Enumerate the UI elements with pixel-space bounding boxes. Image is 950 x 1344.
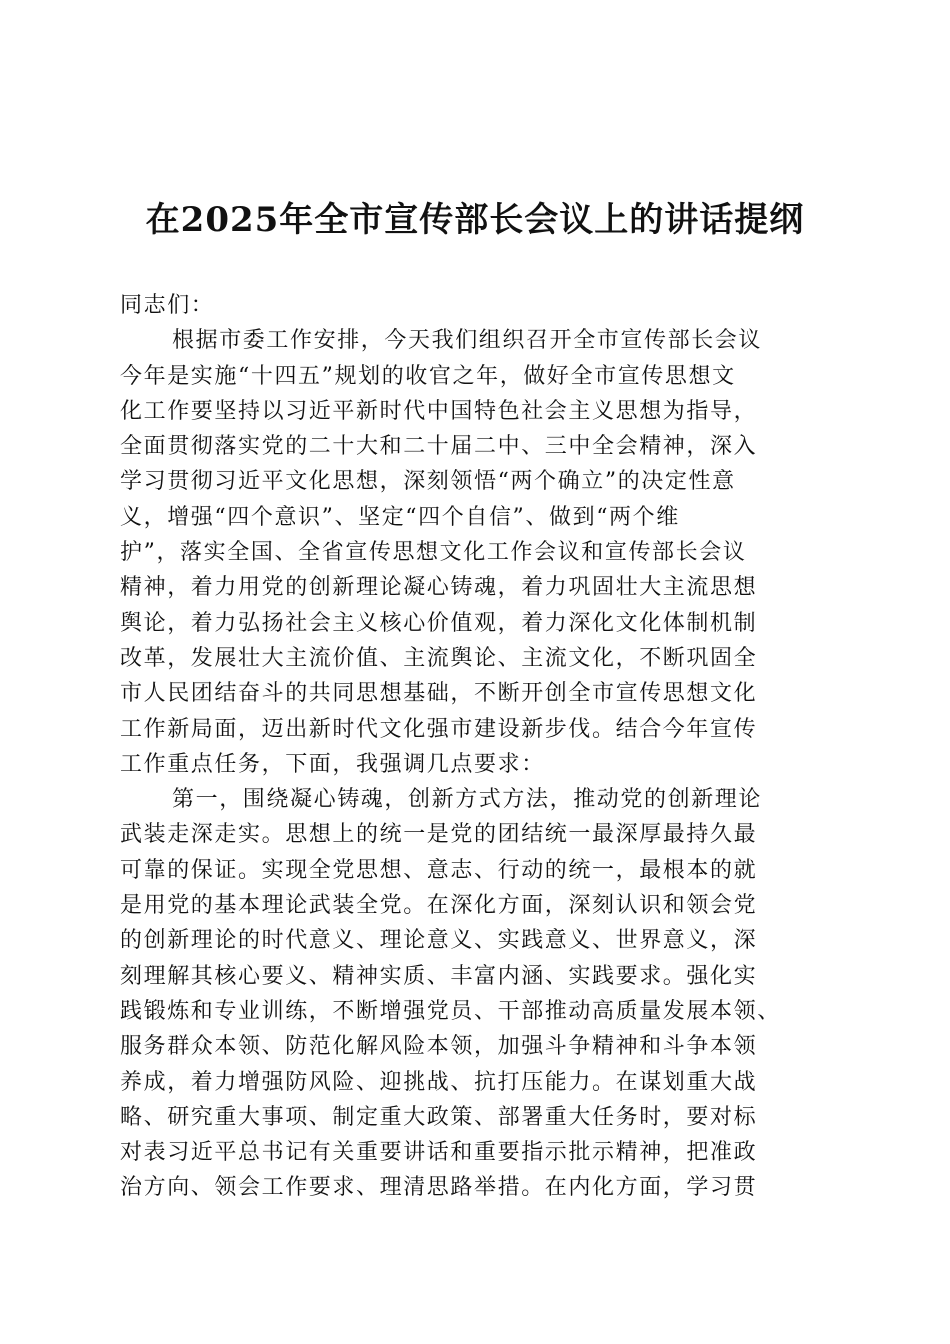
text-line: 化工作要坚持以习近平新时代中国特色社会主义思想为指导， bbox=[120, 398, 758, 424]
paragraph-first-line: 第一，围绕凝心铸魂，创新方式方法，推动党的创新理论 bbox=[172, 787, 763, 813]
text-line: 改革，发展壮大主流价值、主流舆论、主流文化，不断巩固全 bbox=[120, 645, 758, 671]
text-line: 略、研究重大事项、制定重大政策、部署重大任务时，要对标 bbox=[120, 1104, 758, 1130]
text-line: 治方向、领会工作要求、理清思路举措。在内化方面，学习贯 bbox=[120, 1175, 758, 1201]
text-line: 工作重点任务，下面，我强调几点要求： bbox=[120, 751, 545, 777]
text-line: 养成，着力增强防风险、迎挑战、抗打压能力。在谋划重大战 bbox=[120, 1069, 758, 1095]
text-line: 武装走深走实。思想上的统一是党的团结统一最深厚最持久最 bbox=[120, 822, 758, 848]
text-line: 今年是实施“十四五”规划的收官之年，做好全市宣传思想文 bbox=[120, 363, 736, 389]
text-line: 舆论，着力弘扬社会主义核心价值观，着力深化文化体制机制 bbox=[120, 610, 758, 636]
text-line: 精神，着力用党的创新理论凝心铸魂，着力巩固壮大主流思想 bbox=[120, 575, 758, 601]
text-line: 是用党的基本理论武装全党。在深化方面，深刻认识和领会党 bbox=[120, 893, 758, 919]
text-line: 护”，落实全国、全省宣传思想文化工作会议和宣传部长会议 bbox=[120, 540, 747, 566]
text-line: 学习贯彻习近平文化思想，深刻领悟“两个确立”的决定性意 bbox=[120, 469, 736, 495]
text-line: 的创新理论的时代意义、理论意义、实践意义、世界意义，深 bbox=[120, 928, 758, 954]
document-body bbox=[120, 288, 832, 1206]
salutation: 同志们： bbox=[120, 293, 215, 318]
text-line: 工作新局面，迈出新时代文化强市建设新步伐。结合今年宣传 bbox=[120, 716, 758, 742]
text-line: 刻理解其核心要义、精神实质、丰富内涵、实践要求。强化实 bbox=[120, 963, 758, 989]
paragraph-first-line: 根据市委工作安排，今天我们组织召开全市宣传部长会议 bbox=[172, 328, 763, 354]
document-title: 在2025年全市宣传部长会议上的讲话提纲 bbox=[145, 200, 805, 240]
text-line: 全面贯彻落实党的二十大和二十届二中、三中全会精神，深入 bbox=[120, 434, 758, 460]
text-line: 可靠的保证。实现全党思想、意志、行动的统一，最根本的就 bbox=[120, 857, 758, 883]
text-line: 践锻炼和专业训练，不断增强党员、干部推动高质量发展本领、 bbox=[120, 998, 781, 1024]
text-line: 义，增强“四个意识”、坚定“四个自信”、做到“两个维 bbox=[120, 504, 680, 530]
text-line: 对表习近平总书记有关重要讲话和重要指示批示精神，把准政 bbox=[120, 1140, 758, 1166]
text-line: 服务群众本领、防范化解风险本领，加强斗争精神和斗争本领 bbox=[120, 1034, 758, 1060]
text-line: 市人民团结奋斗的共同思想基础，不断开创全市宣传思想文化 bbox=[120, 681, 758, 707]
paragraph-lines bbox=[120, 323, 832, 1205]
